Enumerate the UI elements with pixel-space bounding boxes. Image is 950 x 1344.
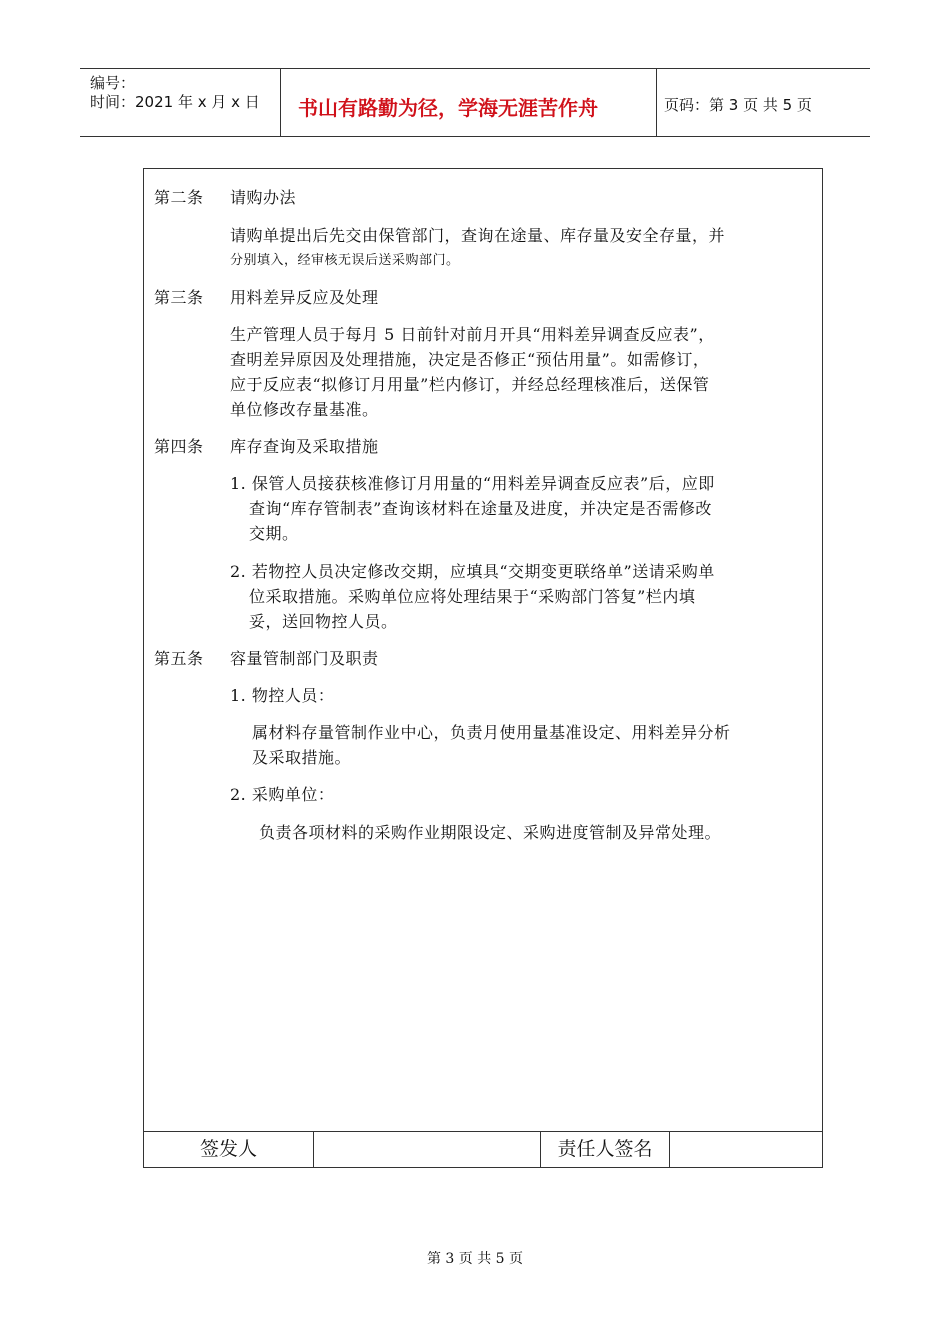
footer-page-number: 第 3 页 共 5 页 <box>426 1251 524 1267</box>
article-2-title: 请购办法 <box>230 188 297 207</box>
header-divider-left <box>280 68 281 136</box>
article-3-line-2: 查明差异原因及处理措施，决定是否修正“预估用量”。如需修订， <box>230 350 710 369</box>
article-3-line-1: 生产管理人员于每月 5 日前针对前月开具“用料差异调查反应表”， <box>230 325 715 344</box>
issuer-label: 签发人 <box>144 1132 314 1167</box>
article-5-number: 第五条 <box>154 649 204 668</box>
header-page-number: 页码：第 3 页 共 5 页 <box>664 96 812 114</box>
article-5-item-1-title: 1. 物控人员： <box>230 686 335 705</box>
article-5-item-2-title: 2. 采购单位： <box>230 785 335 804</box>
responsible-person-label: 责任人签名 <box>541 1132 670 1167</box>
article-2-number: 第二条 <box>154 188 204 207</box>
header-top-rule <box>80 68 870 69</box>
article-3-number: 第三条 <box>154 288 204 307</box>
article-5-item-1-line-2: 及采取措施。 <box>252 748 352 767</box>
signature-row <box>144 1131 822 1167</box>
article-3-line-3: 应于反应表“拟修订月用量”栏内修订，并经总经理核准后，送保管 <box>230 375 710 394</box>
article-4-item-2-line-2: 位采取措施。采购单位应将处理结果于“采购部门答复”栏内填 <box>249 587 696 606</box>
article-4-item-1-line-3: 交期。 <box>249 524 299 543</box>
document-number-label: 编号： <box>90 74 136 92</box>
article-2-line-2: 分别填入，经审核无误后送采购部门。 <box>230 253 460 268</box>
article-3-line-4: 单位修改存量基准。 <box>230 400 379 419</box>
article-4-number: 第四条 <box>154 437 204 456</box>
header-divider-right <box>656 68 657 136</box>
article-5-item-1-line-1: 属材料存量管制作业中心，负责月使用量基准设定、用料差异分析 <box>252 723 731 742</box>
article-5-title: 容量管制部门及职责 <box>230 649 379 668</box>
issuer-signature-field[interactable] <box>314 1132 541 1167</box>
document-date-label: 时间：2021 年 x 月 x 日 <box>90 93 260 111</box>
responsible-signature-field[interactable] <box>670 1132 822 1167</box>
article-4-title: 库存查询及采取措施 <box>230 437 379 456</box>
article-4-item-2-line-1: 2. 若物控人员决定修改交期，应填具“交期变更联络单”送请采购单 <box>230 562 715 581</box>
article-5-item-2-line-1: 负责各项材料的采购作业期限设定、采购进度管制及异常处理。 <box>259 823 722 842</box>
article-4-item-1-line-2: 查询“库存管制表”查询该材料在途量及进度，并决定是否需修改 <box>249 499 712 518</box>
article-4-item-1-line-1: 1. 保管人员接获核准修订月用量的“用料差异调查反应表”后，应即 <box>230 474 715 493</box>
header-bottom-rule <box>80 136 870 137</box>
header-motto: 书山有路勤为径，学海无涯苦作舟 <box>298 96 598 120</box>
article-3-title: 用料差异反应及处理 <box>230 288 379 307</box>
article-2-line-1: 请购单提出后先交由保管部门，查询在途量、库存量及安全存量，并 <box>230 226 726 245</box>
article-4-item-2-line-3: 妥，送回物控人员。 <box>249 612 398 631</box>
content-box <box>143 168 823 1168</box>
